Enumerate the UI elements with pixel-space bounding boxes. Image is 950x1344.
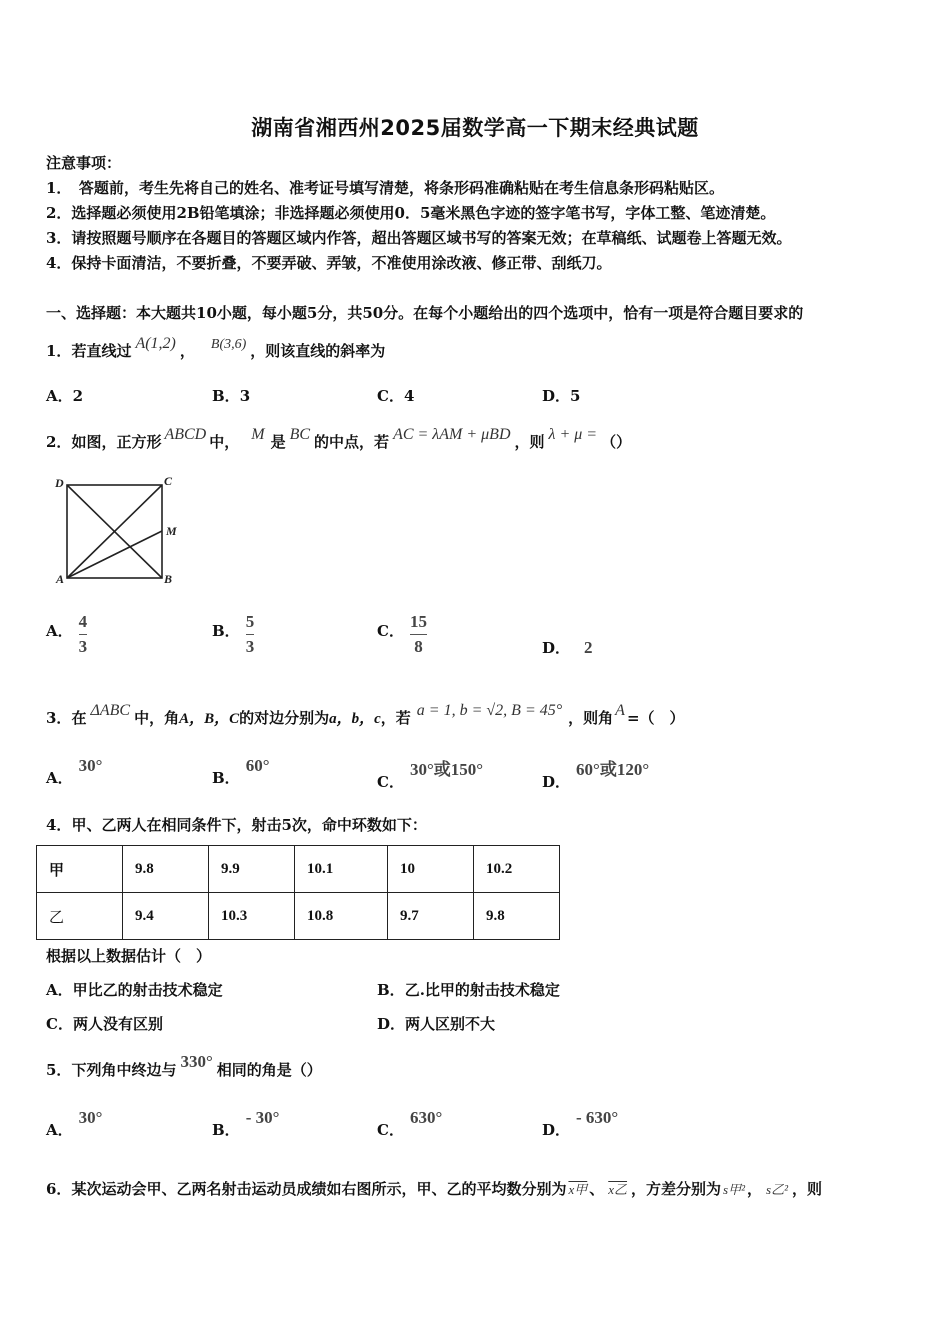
table-row: 乙 9.4 10.3 10.8 9.7 9.8 <box>37 893 560 940</box>
option-a[interactable]: A． $\frac{4}{3}$ <box>46 612 88 656</box>
question-2: 2．如图，正方形 ABCD 中， M 是 BC 的中点，若 AC = λAM + μBD ，则 λ + μ = （） <box>46 426 632 451</box>
question-number: 6． <box>46 1180 72 1198</box>
vertex-label-b: B <box>164 572 173 586</box>
option-b[interactable]: B．- 30° <box>212 1108 280 1139</box>
vertex-label-d: D <box>55 476 64 490</box>
question-number: 4． <box>46 816 72 834</box>
option-b[interactable]: B．3 <box>212 387 251 405</box>
notice-item: 1． 答题前，考生先将自己的姓名、准考证号填写清楚，将条形码准确粘贴在考生信息条形码粘贴区。 <box>46 179 724 197</box>
vertex-label-a: A <box>56 572 65 586</box>
option-d[interactable]: D． 2 <box>542 638 593 657</box>
option-c[interactable]: C．4 <box>377 387 415 405</box>
vertex-label-c: C <box>164 474 173 488</box>
option-a[interactable]: A．30° <box>46 1108 103 1139</box>
question-number: 3． <box>46 709 72 727</box>
question-5: 5．下列角中终边与 330° 相同的角是（） <box>46 1052 322 1079</box>
question-number: 5． <box>46 1061 72 1079</box>
table-row: 甲 9.8 9.9 10.1 10 10.2 <box>37 846 560 893</box>
option-d[interactable]: D．- 630° <box>542 1108 619 1139</box>
option-b[interactable]: B．乙.比甲的射击技术稳定 <box>377 981 560 999</box>
score-table <box>36 845 560 940</box>
option-c[interactable]: C．30°或150° <box>377 760 484 791</box>
option-a[interactable]: A．30° <box>46 756 103 787</box>
option-c[interactable]: C．两人没有区别 <box>46 1015 163 1033</box>
point-b: B(3,6) <box>210 337 247 352</box>
option-d[interactable]: D．两人区别不大 <box>377 1015 496 1033</box>
question-number: 2． <box>46 433 72 451</box>
notice-item: 2．选择题必须使用2B铅笔填涂；非选择题必须使用0．5毫米黑色字迹的签字笔书写，字体工整、笔迹清楚。 <box>46 204 776 222</box>
notice-heading: 注意事项： <box>46 154 122 172</box>
option-b[interactable]: B． $\frac{5}{3}$ <box>212 612 255 656</box>
question-3: 3．在 ΔABC 中，角A，B，C的对边分别为a，b，c，若 a = 1, b = √2, B = 45° ，则角 A =（ ） <box>46 702 685 727</box>
question-number: 1． <box>46 342 72 360</box>
point-label-m: M <box>166 524 177 538</box>
question-4: 4．甲、乙两人在相同条件下，射击5次，命中环数如下： <box>46 816 427 834</box>
page-title: 湖南省湘西州2025届数学高一下期末经典试题 <box>251 116 699 140</box>
option-c[interactable]: C．630° <box>377 1108 443 1139</box>
square-figure <box>50 472 185 590</box>
section-heading: 一、选择题：本大题共10小题，每小题5分，共50分。在每个小题给出的四个选项中，恰有一项是符合题目要求的 <box>46 304 804 322</box>
question-6: 6．某次运动会甲、乙两名射击运动员成绩如右图所示，甲、乙的平均数分别为 x甲 、 x乙 ，方差分别为 s甲² ， s乙² ，则 <box>46 1180 823 1198</box>
option-d[interactable]: D．5 <box>542 387 581 405</box>
option-c[interactable]: C． $\frac{15}{8}$ <box>377 612 427 656</box>
question-1: 1．若直线过 A(1,2) ， B(3,6) ，则该直线的斜率为 <box>46 335 386 360</box>
point-a: A(1,2) <box>135 335 176 352</box>
option-a[interactable]: A．2 <box>46 387 84 405</box>
option-d[interactable]: D．60°或120° <box>542 760 650 791</box>
question-4-ask: 根据以上数据估计（ ） <box>46 947 212 965</box>
notice-item: 4．保持卡面清洁，不要折叠，不要弄破、弄皱，不准使用涂改液、修正带、刮纸刀。 <box>46 254 612 272</box>
option-b[interactable]: B．60° <box>212 756 270 787</box>
option-a[interactable]: A．甲比乙的射击技术稳定 <box>46 981 223 999</box>
notice-item: 3．请按照题号顺序在各题目的答题区域内作答，超出答题区域书写的答案无效；在草稿纸、试题卷上答题无效。 <box>46 229 792 247</box>
